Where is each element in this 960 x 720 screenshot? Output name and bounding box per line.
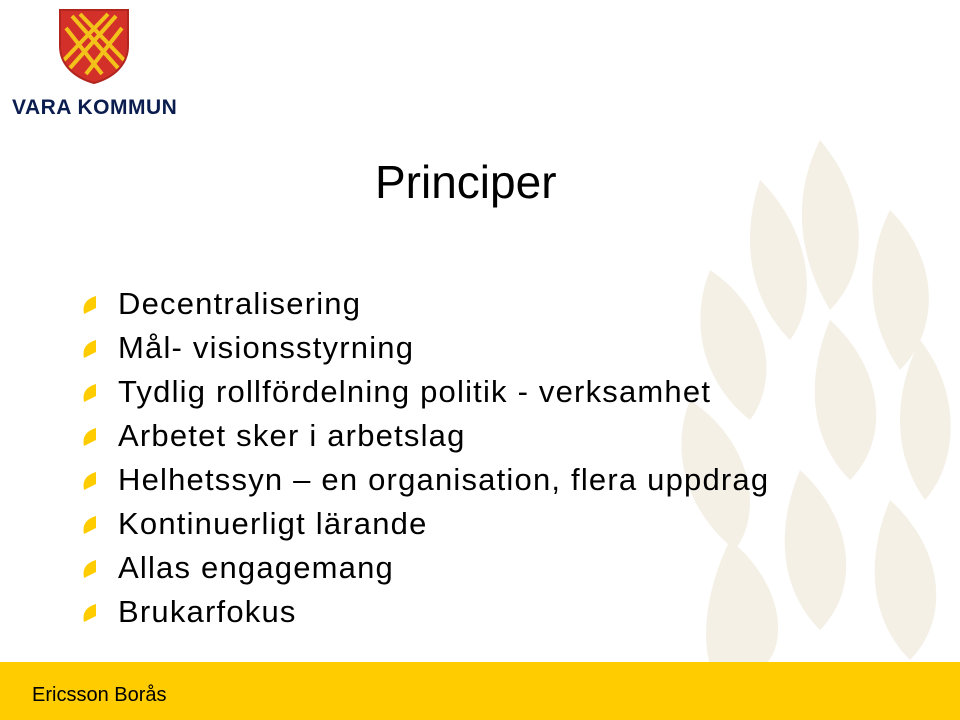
list-item [82, 326, 769, 370]
bullet-icon [82, 384, 96, 402]
list-item [82, 546, 769, 590]
bullet-icon [82, 296, 96, 314]
bullet-icon [82, 340, 96, 358]
bullet-text: Helhetssyn – en organisation, flera uppdrag [118, 462, 770, 497]
bullet-icon [82, 428, 96, 446]
footer-bar [0, 662, 960, 720]
bullet-text: Arbetet sker i arbetslag [118, 418, 466, 453]
list-item [82, 414, 769, 458]
footer-text: Ericsson Borås [32, 684, 167, 706]
list-item [82, 590, 769, 634]
bullet-text: Tydlig rollfördelning politik - verksamhet [118, 374, 712, 409]
bullet-text: Mål- visionsstyrning [118, 330, 415, 365]
bullet-icon [82, 516, 96, 534]
slide-title: Principer [375, 156, 557, 208]
bullet-text: Decentralisering [118, 286, 362, 321]
logo-org-name: VARA KOMMUN [12, 96, 178, 119]
bullet-icon [82, 560, 96, 578]
list-item [82, 282, 769, 326]
bullet-icon [82, 472, 96, 490]
coat-of-arms-icon [58, 8, 130, 84]
vara-kommun-logo [12, 8, 182, 118]
bullet-icon [82, 604, 96, 622]
list-item [82, 502, 769, 546]
list-item [82, 458, 769, 502]
bullet-list [82, 282, 769, 634]
bullet-text: Brukarfokus [118, 594, 297, 629]
bullet-text: Kontinuerligt lärande [118, 506, 428, 541]
list-item [82, 370, 769, 414]
bullet-text: Allas engagemang [118, 550, 394, 585]
